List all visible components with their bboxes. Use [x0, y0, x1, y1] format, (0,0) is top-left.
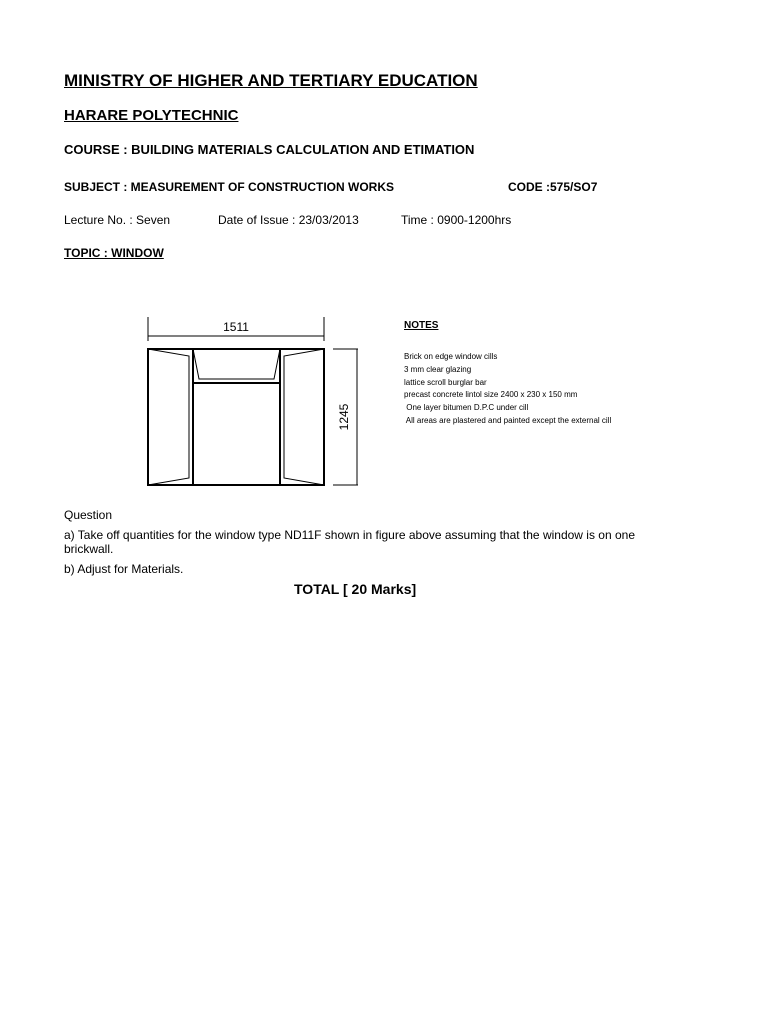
date-of-issue: Date of Issue : 23/03/2013: [218, 213, 359, 227]
top-fanlight: [193, 349, 280, 379]
notes-title: NOTES: [404, 320, 439, 331]
topic-line: TOPIC : WINDOW: [64, 246, 164, 260]
question-heading: Question: [64, 508, 113, 522]
list-item: All areas are plastered and painted except the external cill: [404, 415, 612, 425]
lecture-number: Lecture No. : Seven: [64, 213, 171, 227]
subject-line: SUBJECT : MEASUREMENT OF CONSTRUCTION WORKS: [64, 180, 394, 194]
notes-list: [404, 351, 611, 428]
list-item: lattice scroll burglar bar: [404, 377, 487, 387]
list-item: 3 mm clear glazing: [404, 364, 472, 374]
left-casement: [148, 349, 189, 485]
height-label: 1245: [337, 403, 351, 431]
course-line: COURSE : BUILDING MATERIALS CALCULATION AND ETIMATION: [64, 142, 475, 157]
total-marks: TOTAL [ 20 Marks]: [294, 581, 417, 597]
course-code: CODE :575/SO7: [508, 180, 598, 194]
list-item: One layer bitumen D.P.C under cill: [404, 403, 529, 413]
right-casement: [284, 349, 324, 485]
list-item: precast concrete lintol size 2400 x 230 x 150 mm: [404, 390, 578, 400]
window-frame: [148, 349, 324, 485]
width-label: 1511: [223, 320, 249, 334]
list-item: Brick on edge window cills: [404, 352, 498, 361]
question-b: b) Adjust for Materials.: [64, 562, 184, 576]
question-a: a) Take off quantities for the window type ND11F shown in figure above assuming that the window is on one brickwall.: [64, 528, 635, 556]
institution-heading: HARARE POLYTECHNIC: [64, 107, 239, 124]
exam-time: Time : 0900-1200hrs: [401, 213, 512, 227]
ministry-heading: MINISTRY OF HIGHER AND TERTIARY EDUCATION: [64, 71, 478, 90]
